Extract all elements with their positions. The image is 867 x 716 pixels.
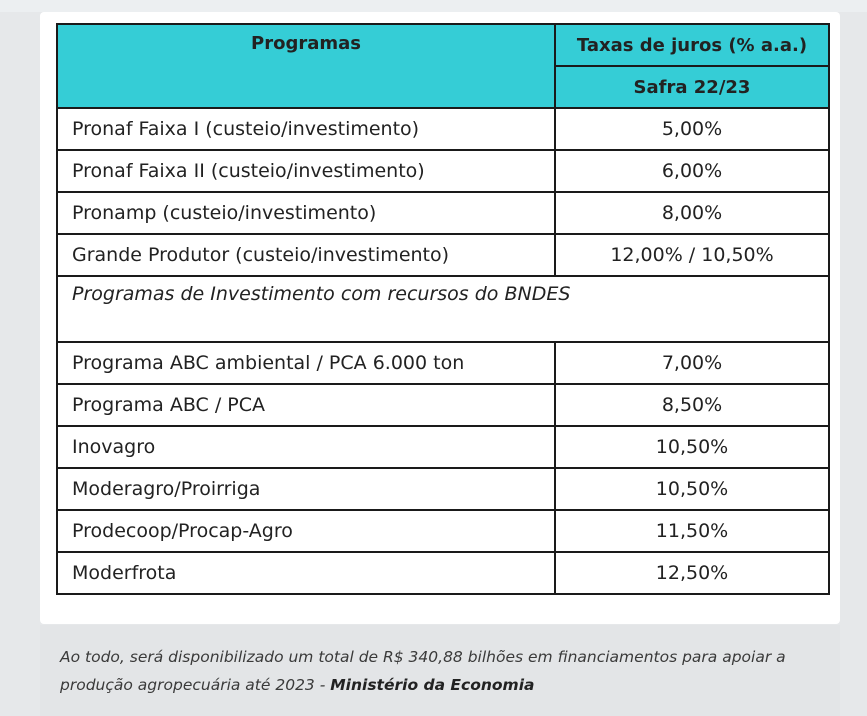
program-cell: Programa ABC / PCA [57, 384, 555, 426]
rate-cell: 11,50% [555, 510, 829, 552]
caption-text: Ao todo, será disponibilizado um total de R$ 340,88 bilhões em financiamentos para apoiar a produção agropecuária até 2023 - [60, 648, 786, 694]
table-row [57, 150, 829, 192]
table-row [57, 234, 829, 276]
table-row [57, 510, 829, 552]
rate-cell: 10,50% [555, 426, 829, 468]
table-row [57, 552, 829, 594]
header-programs: Programas [57, 24, 555, 108]
program-cell: Pronamp (custeio/investimento) [57, 192, 555, 234]
program-cell: Inovagro [57, 426, 555, 468]
table-header-row [57, 24, 829, 66]
caption-source: Ministério da Economia [330, 676, 535, 694]
program-cell: Moderfrota [57, 552, 555, 594]
section-row [57, 276, 829, 342]
rate-cell: 5,00% [555, 108, 829, 150]
rate-cell: 8,50% [555, 384, 829, 426]
program-cell: Moderagro/Proirriga [57, 468, 555, 510]
image-caption [40, 625, 840, 716]
rate-cell: 10,50% [555, 468, 829, 510]
table-row [57, 108, 829, 150]
table-row [57, 342, 829, 384]
table-row [57, 192, 829, 234]
table-row [57, 426, 829, 468]
interest-rates-table [56, 23, 830, 595]
program-cell: Pronaf Faixa I (custeio/investimento) [57, 108, 555, 150]
table-row [57, 468, 829, 510]
header-rates: Taxas de juros (% a.a.) [555, 24, 829, 66]
table-row [57, 384, 829, 426]
header-period: Safra 22/23 [555, 66, 829, 108]
rate-cell: 7,00% [555, 342, 829, 384]
program-cell: Grande Produtor (custeio/investimento) [57, 234, 555, 276]
program-cell: Prodecoop/Procap-Agro [57, 510, 555, 552]
rate-cell: 12,00% / 10,50% [555, 234, 829, 276]
page-top-strip [0, 0, 867, 12]
section-label-bndes: Programas de Investimento com recursos do BNDES [57, 276, 829, 342]
rate-cell: 6,00% [555, 150, 829, 192]
rate-cell: 12,50% [555, 552, 829, 594]
rate-cell: 8,00% [555, 192, 829, 234]
program-cell: Pronaf Faixa II (custeio/investimento) [57, 150, 555, 192]
program-cell: Programa ABC ambiental / PCA 6.000 ton [57, 342, 555, 384]
